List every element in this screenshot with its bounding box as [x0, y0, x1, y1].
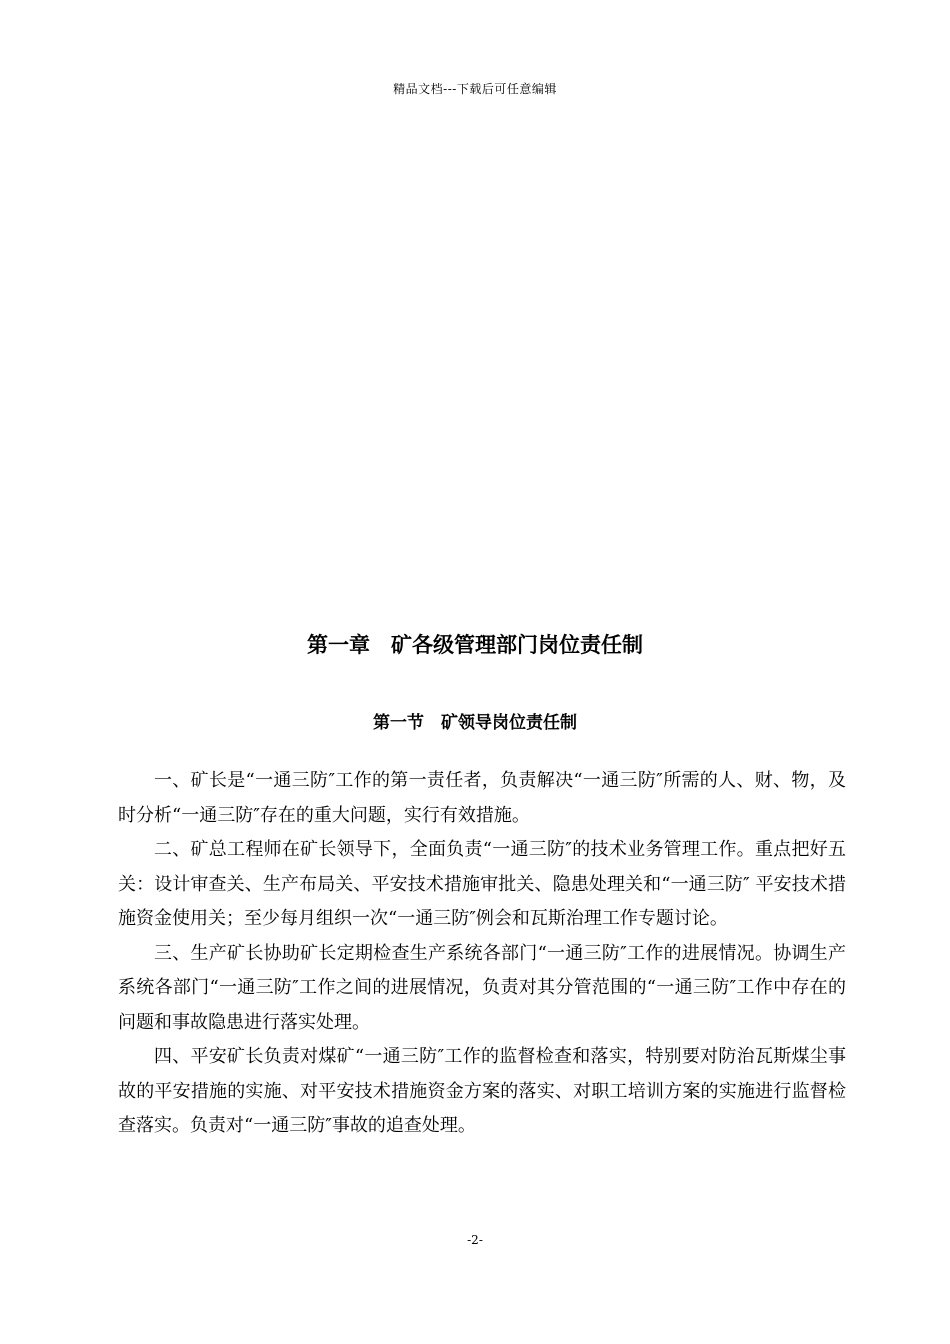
page-header: 精品文档---下载后可任意编辑	[393, 82, 557, 96]
chapter-title: 第一章 矿各级管理部门岗位责任制	[307, 633, 643, 657]
page-number: -2-	[467, 1233, 483, 1247]
paragraph-1: 一、矿长是“一通三防″工作的第一责任者，负责解决“一通三防″所需的人、财、物，及时分析“一通三防″存在的重大问题，实行有效措施。	[118, 770, 846, 826]
body-text	[118, 764, 846, 1144]
paragraph-4: 四、平安矿长负责对煤矿“一通三防″工作的监督检查和落实，特别要对防治瓦斯煤尘事故的平安措施的实施、对平安技术措施资金方案的落实、对职工培训方案的实施进行监督检查落实。负责对“一通三防″事故的追查处理。	[118, 1046, 846, 1136]
section-title: 第一节 矿领导岗位责任制	[373, 713, 577, 733]
paragraph-3: 三、生产矿长协助矿长定期检查生产系统各部门“一通三防″工作的进展情况。协调生产系统各部门“一通三防″工作之间的进展情况，负责对其分管范围的“一通三防″工作中存在的问题和事故隐患进行落实处理。	[118, 942, 846, 1033]
paragraph-2: 二、矿总工程师在矿长领导下，全面负责“一通三防″的技术业务管理工作。重点把好五关：设计审查关、生产布局关、平安技术措施审批关、隐患处理关和“一通三防″ 平安技术措施资金使用关；至少每月组织一次“一通三防″例会和瓦斯治理工作专题讨论。	[118, 839, 846, 929]
